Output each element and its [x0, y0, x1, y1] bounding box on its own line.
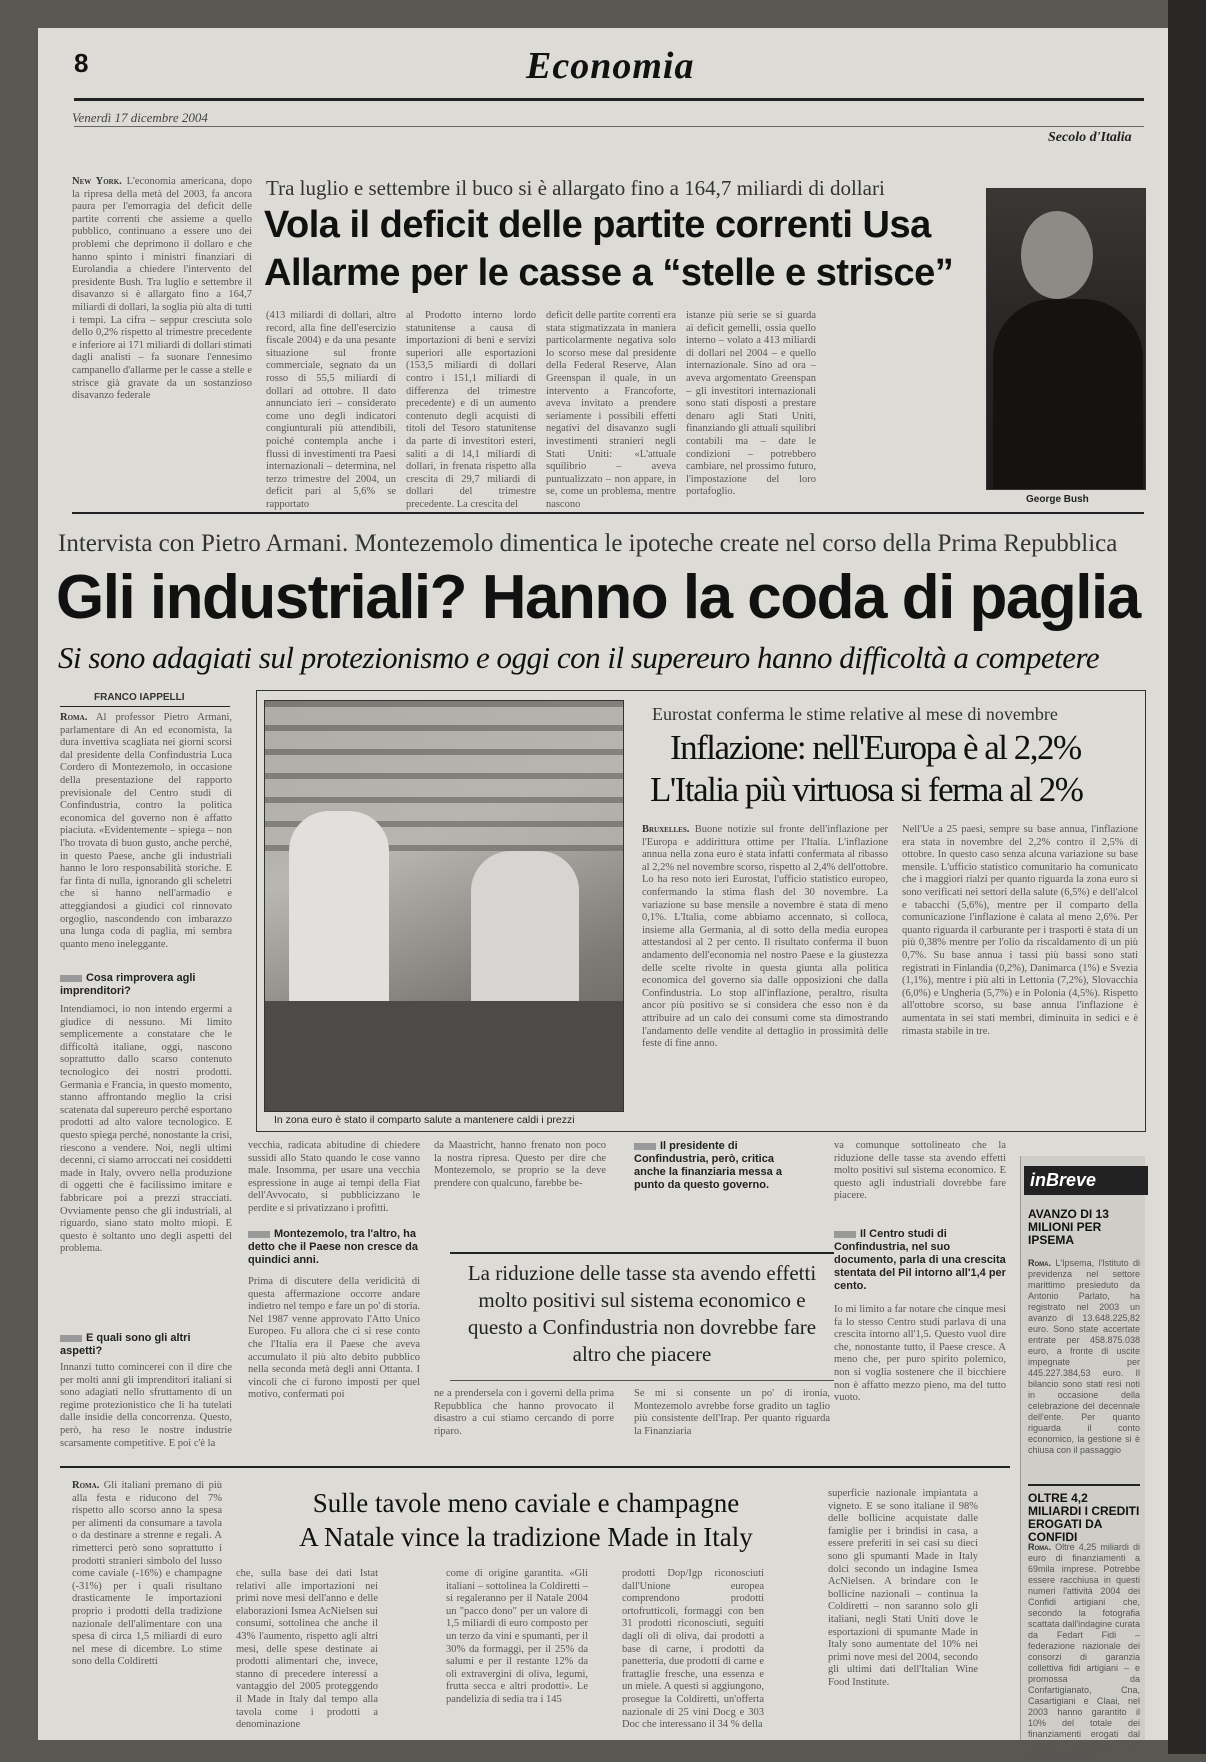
inbreve-item2-body: [1028, 1542, 1140, 1761]
article3-dateline: Bruxelles.: [642, 824, 690, 835]
inbreve-item1-text: L'Ipsema, l'Istituto di previdenza nel settore marittimo presieduto da Antonio Parlato, ha registrato nel 2003 un avanzo di 13.648.225,82 euro. Sono state accertate entrate per 458.875.038 euro, a fronte di uscite impegnate per 445.227.384,53 euro. Il bilancio sono stati resi noti in occasione della celebrazione del decennale dell'ente. Per quanto riguarda il conto economico, la gestione si è chiusa con il passaggio: [1028, 1258, 1140, 1455]
inbreve-item2-title: OLTRE 4,2 MILIARDI I CREDITI EROGATI DA CONFIDI: [1028, 1491, 1140, 1544]
newspaper-page: [38, 28, 1168, 1761]
masthead-logo: Secolo d'Italia: [1048, 130, 1132, 145]
article1-col5: istanze più serie se si guarda ai deficit gemelli, ossia quello interno – volato a 413 miliardi di dollari nel 2004 – e quello internazionale. Sino ad ora – aveva argomentato Greenspan – gli investitori internazionali sono stati disposti a prestare denaro agli Stati Uniti, finanziando gli attuali squilibri contabili ma – date le condizioni – potrebbero cambiare, nel prossimo futuro, l'impostazione del loro portafoglio.: [686, 310, 816, 498]
article3-title-line1: Inflazione: nell'Europa è al 2,2%: [670, 728, 1081, 767]
article2-col5-top: va comunque sottolineato che la riduzione delle tasse sta avendo effetti molto positivi sul sistema economico. E questo agli industriali dovrebbe fare piacere.: [834, 1140, 1006, 1202]
article1-col4: deficit delle partite correnti era stata stigmatizzata in maniera particolarmente negativa solo lo scorso mese dal presidente della Federal Reserve, Alan Greenspan il quale, in un intervento a Francoforte, aveva invitato a prendere seriamente i possibili effetti negativi del disavanzo sugli investimenti stranieri negli Stati Uniti: «L'attuale squilibrio – aveva puntualizzato – non appare, in se, come un problema, mentre nascono: [546, 310, 677, 510]
pullquote-rule-top: [450, 1252, 834, 1254]
inbreve-item1-title: AVANZO DI 13 MILIONI PER IPSEMA: [1028, 1207, 1109, 1247]
article1-col2: (413 miliardi di dollari, altro record, alla fine dell'esercizio fiscale 2004) e da una pesante situazione sul fronte commerciale, segnato da un rosso di 55,5 miliardi di dollari ad ottobre. Il dato annunciato ieri – considerato come uno degli indicatori congiunturali più attendibili, poiché contempla anche i flussi di investimenti tra Paesi internazionali – determina, nel terzo trimestre del 2004, un deficit pari al 5,6% se rapportato: [266, 310, 396, 510]
article2-answer4: Se mi si consente un po' di ironia, Montezemolo avrebbe forse gradito un taglio più consistente dell'Irap. Per quanto riguarda la Finanziaria: [634, 1388, 830, 1437]
section-title-text: Economia: [526, 45, 695, 87]
photo-counter: [265, 1001, 623, 1111]
article4-col5: superficie nazionale impiantata a vigneto. E se sono italiane il 98% delle bollicine acquistate dalle famiglie per i brindisi in casa, a essere preferiti in sei casi su dieci sono gli spumanti Made in Italy dolci secondo un indagine Ismea AcNielsen. A brindare con le bollicine nazionali – continua la Coldiretti – non saranno solo gli italiani, negli Stati Uniti dove le esportazioni di spumante Made in Italy sono aumentate del 10% nei primi nove mesi del 2004, secondo gli ultimi dati dell'Italian Wine Food Institute.: [828, 1488, 978, 1688]
issue-date: Venerdì 17 dicembre 2004: [72, 110, 208, 125]
article4-col1-text: Gli italiani premano di più alla festa e riducono del 7% rispetto allo scorso anno la spesa per alimenti da consumare a tavola o da destinare a strenne e regali. A rimetterci però sono soprattutto i prodotti stranieri simbolo del lusso come caviale (-16%) e champagne (-31%) per i quali risultano drasticamente le importazioni proprio i prodotti della tradizione nazionale dell'alimentare con una spesa di circa 1,5 miliardi di euro nel mese di dicembre. Lo stime sono della Coldiretti: [72, 1480, 222, 1668]
pullquote-rule-bottom: [450, 1380, 834, 1381]
article2-col3-bottom: ne a prendersela con i governi della prima Repubblica che hanno provocato il disastro a cui stiamo cercando di porre riparo.: [434, 1388, 614, 1437]
section-title: [526, 44, 766, 90]
article4-col4: prodotti Dop/Igp riconosciuti dall'Unione europea comprendono prodotti ortofrutticoli, formaggi con ben 31 prodotti riconosciuti, seguiti dagli oli di oliva, dai prodotti a base di carne, i prodotti da panetteria, due prodotti di carne e frattaglie fresche, una essenza e un miele. A questi si aggiungono, prosegue la Coldiretti, un'offerta nazionale di 25 vini Docg e 303 Doc che interessano il 34 % della: [622, 1568, 764, 1731]
article4-dateline: Roma.: [72, 1480, 100, 1491]
inbreve-item2-text: Oltre 4,25 miliardi di euro di finanziamenti a 69mila imprese. Potrebbe essere racchiusa in questi numeri l'attività 2004 dei Confidi artigiani che, secondo la fotografia scattata dall'indagine curata da Fedart Fidi – federazione nazionale dei consorzi di garanzia collettiva fidi artigiani – e promossa da Confartigianato, Cna, Casartigiani e Claai, nel 2003 hanno garantito il 10% del totale dei finanziamenti erogati dal sistema bancario alle imprese artigiane.: [1028, 1542, 1140, 1761]
article3-title-line2: L'Italia più virtuosa si ferma al 2%: [650, 770, 1083, 809]
article2-question2: E quali sono gli altri aspetti?: [60, 1332, 232, 1358]
article1-lead-column: [72, 176, 252, 506]
article2-answer1: Intendiamoci, io non intendo ergermi a giudice di nessuno. Mi limito semplicemente a constatare che le difficoltà italiane, oggi, nascono soprattutto dallo scarso contenuto tecnologico dei nostri prodotti. Germania e Francia, in questo momento, stanno affrontando meglio la crisi scatenata dal supereuro perché esportano prodotti ad alto valore tecnologico. E questo spiega perché, nonostante la crisi, riescono a vendere. Noi, negli ultimi decenni, ci siamo arroccati nei cosiddetti made in Italy, ovvero nella produzione di oggetti che è facilissimo imitare e fabbricare poi a prezzi stracciati. Ovviamente penso che gli industriali, al riguardo, siano stato molto miopi. E questo è soltanto uno degli aspetti del problema.: [60, 1004, 232, 1255]
article2-question4: Il presidente di Confindustria, però, critica anche la finanziaria messa a punto da questo governo.: [634, 1140, 806, 1192]
article2-bottom-rule: [60, 1466, 1010, 1468]
article2-intro: Al professor Pietro Armani, parlamentare di An ed economista, la dura invettiva scagliata nei giorni scorsi dal presidente della Confindustria Luca Cordero di Montezemolo, in occasione della presentazione del rapporto previsionale del Centro studi di Confindustria, contro la politica economica del governo non è affatto piaciuta. «Evidentemente – spiega – non l'ho trovata di buon gusto, anche perché, in questo Paese, anche gli industriali hanno le loro responsabilità storiche. E far finta di nulla, ignorando gli scheletri che si hanno nell'armadio e atteggiandosi a giudici col rinnovato orgoglio, nascondendo con imbarazzo una lunga coda di paglia, mi sembra quanto meno ineleggante.: [60, 712, 232, 950]
article2-kicker: Intervista con Pietro Armani. Montezemolo dimentica le ipoteche create nel corso della Prima Repubblica: [58, 530, 1118, 557]
inbreve-label: inBreve: [1024, 1166, 1148, 1195]
inbreve-item1-dateline: Roma.: [1028, 1258, 1051, 1268]
page-binding-shadow: [1168, 0, 1206, 1754]
article3-col1: [642, 824, 888, 1124]
article1-dateline: New York.: [72, 176, 122, 187]
article1-col1: L'economia americana, dopo la ripresa della metà del 2003, fa ancora paura per l'emorragia del deficit delle partite correnti che assieme a quello pubblico, continuano a essere uno dei problemi che deprimono il dollaro e che hanno spinto i ministri finanziari di Eurolandia a chiedere l'intervento del presidente Bush. Tra luglio e settembre il disavanzo si è allargato fino a 164,7 miliardi di dollari, la soglia più alta di tutti i tempi. La cifra – seppur cresciuta solo dello 0,2% rispetto al trimestre precedente e inferiore ai 171 miliardi di dollari stimati dagli analisti – fa suonare l'ennesimo campanello d'allarme per le casse a stelle e strisce già gravate da un sostanzioso disavanzo federale: [72, 176, 253, 402]
inbreve-item2-dateline: Roma.: [1028, 1542, 1051, 1552]
article1-title-line1: Vola il deficit delle partite correnti Usa: [264, 204, 931, 246]
article1-bottom-rule: [72, 512, 1144, 514]
header-rule-top: [74, 98, 1144, 101]
portrait-head-shape: [1021, 211, 1093, 299]
article2-pullquote: La riduzione delle tasse sta avendo effetti molto positivi sul sistema economico e questo a Confindustria non dovrebbe fare altro che piacere: [467, 1261, 817, 1366]
article2-col2-top: vecchia, radicata abitudine di chiedere sussidi allo Stato quando le cose vanno male. Insomma, per usare una vecchia espressione in auge ai tempi della Fiat dell'Avvocato, si pubblicizzano le perdite e si privatizzano i profitti.: [248, 1140, 420, 1214]
article2-answer2: Innanzi tutto comincerei con il dire che per molti anni gli imprenditori italiani si sono adagiati nello sfruttamento di un regime protezionistico che li ha tutelati dalle insidie della concorrenza. Questo, però, ha reso le nostre industrie scarsamente competitive. E poi c'è la: [60, 1362, 232, 1449]
article2-byline: FRANCO IAPPELLI: [94, 692, 185, 703]
article2-answer3: Prima di discutere della veridicità di questa affermazione occorre andare indietro nel tempo e fare un po' di storia. Nel 1987 venne approvato l'Atto Unico Europeo. Fu allora che ci si rese conto che l'Italia era il Paese che aveva accumulato il più alto debito pubblico nella seconda metà degli anni Ottanta. I vincoli che ci furono imposti per quel motivo, confermati poi: [248, 1276, 420, 1401]
article4-title-line1: Sulle tavole meno caviale e champagne: [312, 1488, 740, 1518]
article4-col3: come di origine garantita. «Gli italiani – sottolinea la Coldiretti – si regaleranno per il Natale 2004 un "pacco dono" per un valore di 1,5 miliardi di euro composto per un terzo da vini e spumanti, per il 30% da formaggi, per il 25% da salumi e per il restante 12% da oli extravergini di oliva, legumi, frutta secca e altri prodotti». Le pandelizia di sedia tra i 145: [446, 1568, 588, 1705]
article1-kicker: Tra luglio e settembre il buco si è allargato fino a 164,7 miliardi di dollari: [266, 176, 885, 200]
article4-title-line2: A Natale vince la tradizione Made in Italy: [299, 1522, 753, 1552]
portrait-body-shape: [993, 299, 1143, 489]
pharmacy-photo: [264, 700, 624, 1112]
george-bush-photo: [986, 188, 1146, 490]
inbreve-item1-body: [1028, 1258, 1140, 1476]
article2-col3-top: da Maastricht, hanno frenato non poco la nostra ripresa. Questo per dire che Montezemolo, se proprio se la deve prendere con qualcuno, farebbe be-: [434, 1140, 606, 1189]
page-number: 8: [74, 48, 89, 78]
inbreve-divider: [1028, 1484, 1140, 1486]
article1-photo-caption: George Bush: [1026, 494, 1089, 505]
article4-col2: che, sulla base dei dati Istat relativi alle importazioni nei primi nove mesi dell'anno e delle elaborazioni Ismea AcNielsen sui consumi, sottolinea che anche il 43% l'aumento, rispetto agli altri mesi, delle spese destinate ai prodotti alimentari che, invece, stanno di precedere interessi a vantaggio del 2005 proteggendo il Made in Italy dal tempo alla tavola come i prodotti a denominazione: [236, 1568, 378, 1731]
article2-title: Gli industriali? Hanno la coda di paglia: [56, 563, 1140, 632]
article2-answer5: Io mi limito a far notare che cinque mesi fa lo stesso Centro studi parlava di una crescita intorno all'1,5. Questo vuol dire che, nonostante tutto, il Paese cresce. A meno che, per puro spirito polemico, non si voglia sostenere che il bicchiere non è affatto mezzo pieno, ma del tutto vuoto.: [834, 1304, 1006, 1404]
header-rule-bottom: [74, 126, 1144, 127]
article3-kicker: Eurostat conferma le stime relative al mese di novembre: [652, 704, 1058, 724]
article2-question3: Montezemolo, tra l'altro, ha detto che il Paese non cresce da quindici anni.: [248, 1228, 420, 1267]
article1-title-line2: Allarme per le casse a “stelle e strisce”: [264, 252, 954, 294]
article2-dateline: Roma.: [60, 712, 88, 723]
byline-rule: [60, 706, 230, 707]
article2-intro-column: [60, 712, 232, 967]
article3-col2: Nell'Ue a 25 paesi, sempre su base annua, l'inflazione era stata in novembre del 2,2% contro il 2,5% di ottobre. In questo caso senza alcuna variazione su base mensile. L'ufficio statistico comunitario ha comunicato che i maggiori rialzi per quanto riguarda la zona euro si sono verificati nei settori della salute (6,5%) e dell'alcol e tabacchi (5,6%), mentre per il comparto della comunicazione l'inflazione è calata al meno 2,6%. Per quanto riguarda il carburante per i trasporti è stata di un più 0,38% mentre per l'olio da riscaldamento di un più 0,7%. Su base annua i tassi più bassi sono stati registrati in Finlandia (0,2%), Danimarca (1%) e Svezia (1,1%), mentre i più alti in Lettonia (7,2%), Slovacchia (6,0%) e Ungheria (5,7%) e in Polonia (4,5%). Rispetto all'ottobre scorso, su base annua l'inflazione è aumentata in sei stati membri, diminuita in sedici e è rimasta stabile in tre.: [902, 824, 1138, 1037]
article2-subtitle: Si sono adagiati sul protezionismo e oggi con il supereuro hanno difficoltà a competere: [58, 640, 1100, 675]
article3-photo-caption: In zona euro è stato il comparto salute a mantenere caldi i prezzi: [274, 1114, 575, 1126]
article2-question5: Il Centro studi di Confindustria, nel suo documento, parla di una crescita stentata del Pil intorno all'1,4 per cento.: [834, 1228, 1006, 1292]
article2-question1: Cosa rimprovera agli imprenditori?: [60, 972, 232, 998]
article1-col3: al Prodotto interno lordo statunitense a causa di importazioni di beni e servizi superiori alle esportazioni (153,5 miliardi di dollari contro i 151,1 miliardi di differenza del trimestre precedente) e di un aumento contenuto degli acquisti di titoli del Tesoro statunitense da parte di investitori esteri, saliti a di 14,1 miliardi di dollari, in frenata rispetto alla crescita di 29,7 miliardi di dollari del trimestre precedente. La crescita del: [406, 310, 536, 510]
article4-col1: [72, 1480, 222, 1730]
article3-col1-text: Buone notizie sul fronte dell'inflazione per l'Europa e addirittura ottime per l'Italia. L'inflazione annua nella zona euro è stata infatti confermata al ribasso al 2,2% nel novembre scorso, rispetto al 2,4% dell'ottobre. Lo ha reso noto ieri Eurostat, l'ufficio statistico europeo, confermando la stima flash del 30 novembre. La variazione su base mensile a novembre è stata di meno 0,1%. L'Italia, come abbiamo accennato, si colloca, insieme alla Germania, al di sotto della media europea attestandosi al 2 per cento. Il risultato conferma il buon andamento dell'economia nel nostro Paese e la giustezza delle scelte rivolte in questa giunta alla politica economica del governo sia dalle opposizioni che dalla Confindustria. Lo stop all'inflazione, peraltro, risulta ancor più positivo se si considera che esso non è da attribuire ad un calo dei consumi come sta dimostrando l'andamento delle vendite al dettaglio in prossimità delle feste di fine anno.: [642, 824, 889, 1050]
